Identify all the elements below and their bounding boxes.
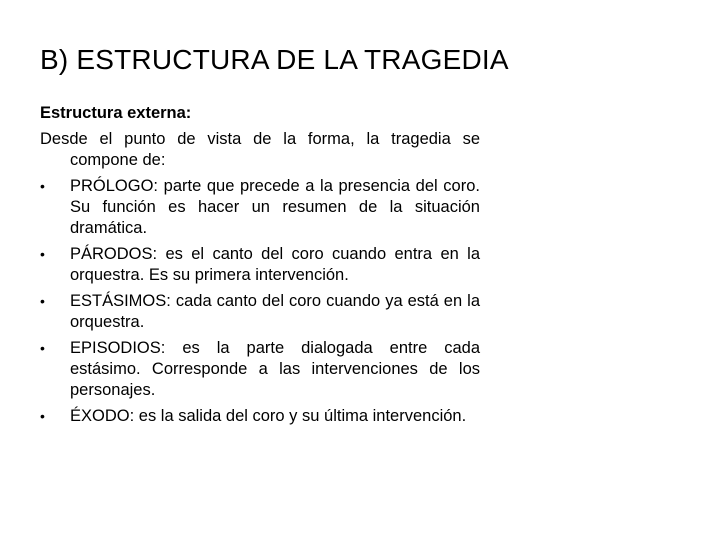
list-item-text: ÉXODO: es la salida del coro y su última intervención. <box>70 407 467 425</box>
bullet-icon: • <box>40 293 45 309</box>
slide-title: B) ESTRUCTURA DE LA TRAGEDIA <box>40 44 509 75</box>
structure-list <box>40 176 480 427</box>
slide-content <box>40 103 480 432</box>
list-item-estasimos <box>40 291 480 333</box>
list-item-prologo <box>40 176 480 239</box>
section-subtitle: Estructura externa: <box>40 104 192 122</box>
bullet-icon: • <box>40 340 45 356</box>
list-item-text: PRÓLOGO: parte que precede a la presencia del coro. Su función es hacer un resumen de la situación dramática. <box>70 177 480 237</box>
bullet-icon: • <box>40 408 45 424</box>
list-item-text: PÁRODOS: es el canto del coro cuando entra en la orquestra. Es su primera intervención. <box>70 245 480 284</box>
list-item-episodios <box>40 338 480 401</box>
bullet-icon: • <box>40 178 45 194</box>
bullet-icon: • <box>40 246 45 262</box>
list-item-parodos <box>40 244 480 286</box>
list-item-text: ESTÁSIMOS: cada canto del coro cuando ya está en la orquestra. <box>70 292 480 331</box>
intro-paragraph: Desde el punto de vista de la forma, la tragedia se compone de: <box>40 130 480 169</box>
list-item-text: EPISODIOS: es la parte dialogada entre cada estásimo. Corresponde a las intervenciones de los personajes. <box>70 339 480 399</box>
list-item-exodo <box>40 406 480 427</box>
